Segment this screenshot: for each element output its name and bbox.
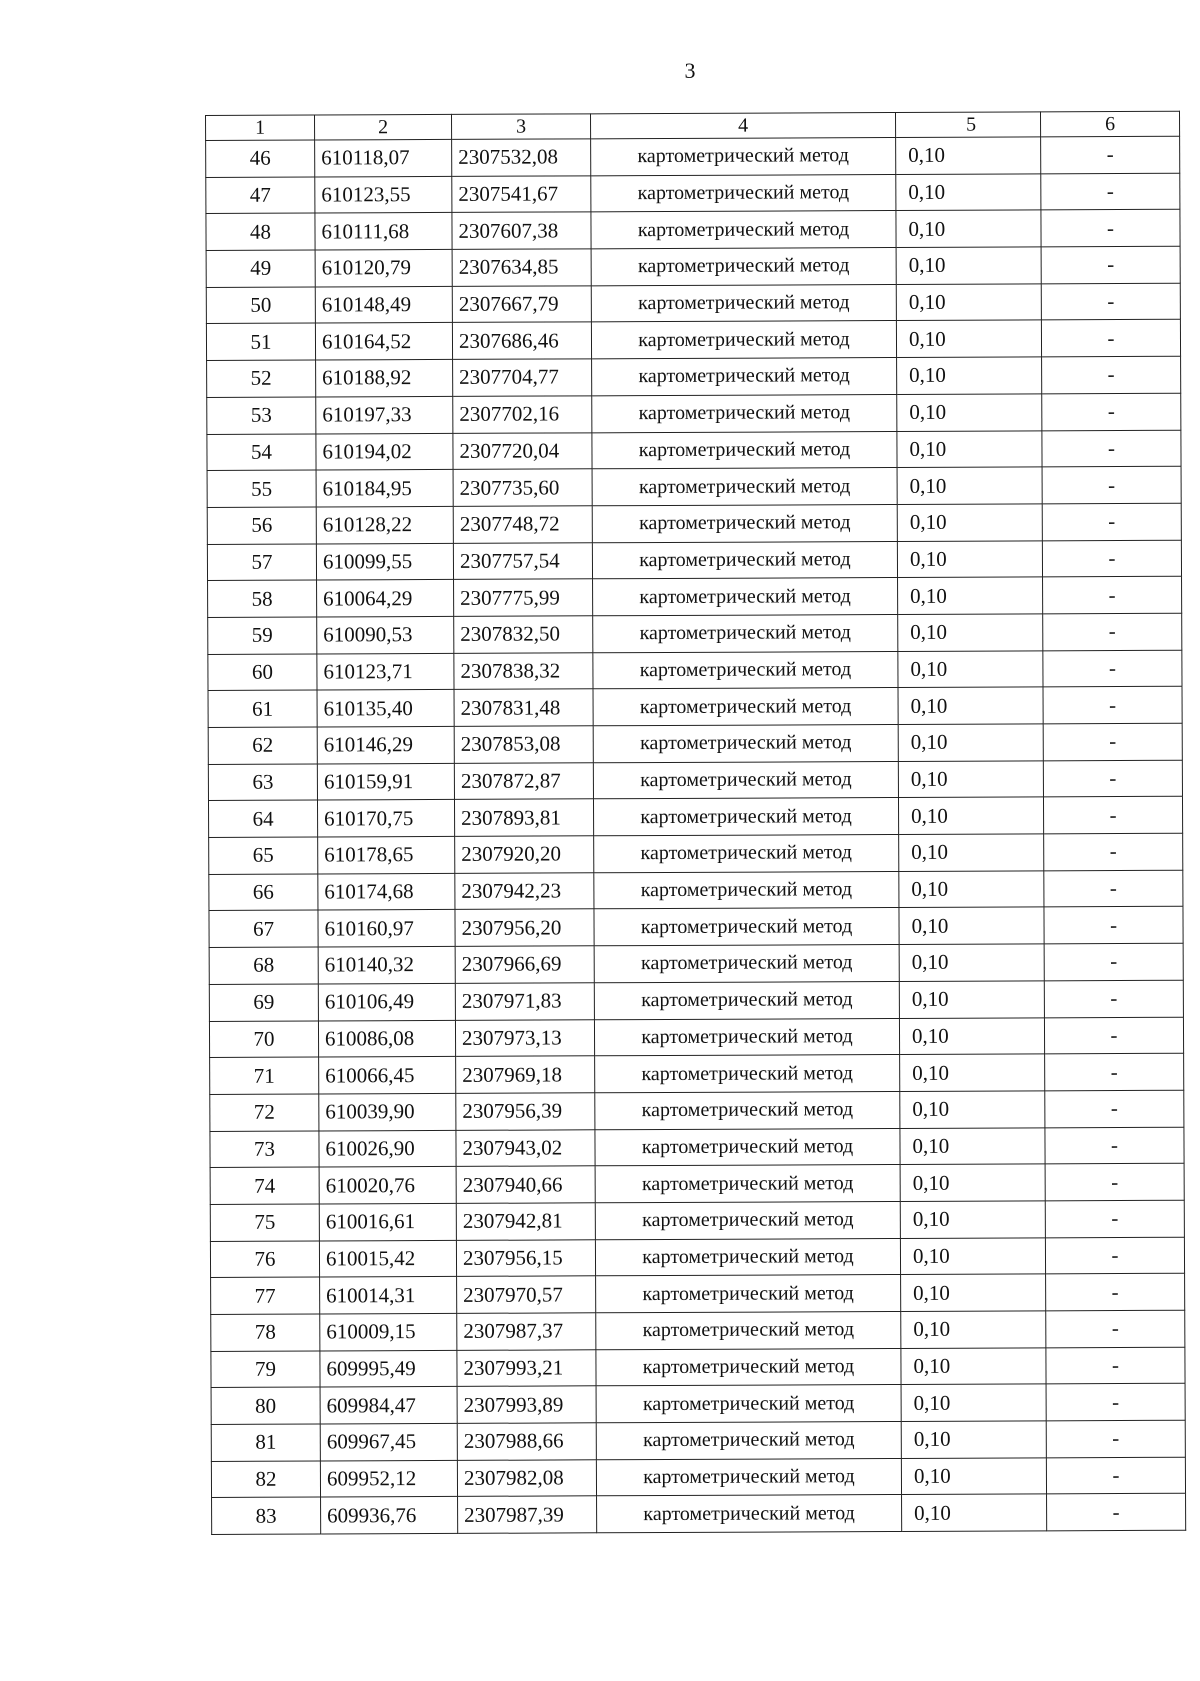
y-coordinate-cell: 2307775,99 bbox=[454, 579, 593, 616]
accuracy-cell: 0,10 bbox=[900, 1091, 1045, 1128]
point-number-cell: 73 bbox=[210, 1131, 319, 1168]
point-number-cell: 58 bbox=[208, 580, 317, 617]
table-row bbox=[211, 1310, 1185, 1351]
method-cell: картометрический метод bbox=[596, 1422, 901, 1460]
x-coordinate-cell: 610026,90 bbox=[319, 1130, 456, 1167]
accuracy-cell: 0,10 bbox=[896, 137, 1041, 174]
y-coordinate-cell: 2307988,66 bbox=[457, 1423, 596, 1460]
table-row bbox=[208, 723, 1182, 764]
table-row bbox=[208, 797, 1182, 838]
page-number: 3 bbox=[684, 58, 696, 83]
accuracy-cell: 0,10 bbox=[899, 871, 1044, 908]
method-cell: картометрический метод bbox=[591, 174, 896, 212]
accuracy-cell: 0,10 bbox=[901, 1311, 1046, 1348]
table-row bbox=[208, 760, 1182, 801]
method-cell: картометрический метод bbox=[591, 137, 896, 175]
table-row bbox=[207, 430, 1181, 471]
method-cell: картометрический метод bbox=[594, 945, 899, 983]
accuracy-cell: 0,10 bbox=[896, 284, 1041, 321]
point-number-cell: 81 bbox=[211, 1424, 320, 1461]
table-row bbox=[210, 1200, 1184, 1241]
table-row bbox=[211, 1457, 1185, 1498]
table-row bbox=[207, 503, 1181, 544]
description-cell: - bbox=[1046, 1310, 1185, 1347]
column-header-4: 4 bbox=[590, 112, 895, 138]
y-coordinate-cell: 2307993,89 bbox=[457, 1386, 596, 1423]
y-coordinate-cell: 2307704,77 bbox=[453, 359, 592, 396]
point-number-cell: 48 bbox=[206, 213, 315, 250]
method-cell: картометрический метод bbox=[592, 431, 897, 469]
point-number-cell: 77 bbox=[211, 1277, 320, 1314]
method-cell: картометрический метод bbox=[593, 614, 898, 652]
x-coordinate-cell: 610064,29 bbox=[317, 580, 454, 617]
x-coordinate-cell: 610118,07 bbox=[315, 139, 452, 176]
x-coordinate-cell: 610015,42 bbox=[319, 1240, 456, 1277]
x-coordinate-cell: 610090,53 bbox=[317, 616, 454, 653]
point-number-cell: 71 bbox=[210, 1057, 319, 1094]
x-coordinate-cell: 610086,08 bbox=[318, 1020, 455, 1057]
x-coordinate-cell: 610148,49 bbox=[315, 286, 452, 323]
table-row bbox=[208, 613, 1182, 654]
point-number-cell: 62 bbox=[208, 727, 317, 764]
method-cell: картометрический метод bbox=[592, 394, 897, 432]
x-coordinate-cell: 610120,79 bbox=[315, 249, 452, 286]
method-cell: картометрический метод bbox=[591, 211, 896, 249]
description-cell: - bbox=[1041, 246, 1180, 283]
method-cell: картометрический метод bbox=[591, 248, 896, 286]
accuracy-cell: 0,10 bbox=[899, 981, 1044, 1018]
x-coordinate-cell: 610135,40 bbox=[317, 690, 454, 727]
accuracy-cell: 0,10 bbox=[898, 614, 1043, 651]
point-number-cell: 69 bbox=[209, 984, 318, 1021]
table-row bbox=[211, 1384, 1185, 1425]
point-number-cell: 53 bbox=[207, 397, 316, 434]
table-row bbox=[210, 1090, 1184, 1131]
table-row bbox=[210, 1163, 1184, 1204]
accuracy-cell: 0,10 bbox=[897, 540, 1042, 577]
method-cell: картометрический метод bbox=[595, 1201, 900, 1239]
point-number-cell: 83 bbox=[212, 1497, 321, 1534]
description-cell: - bbox=[1044, 907, 1183, 944]
y-coordinate-cell: 2307982,08 bbox=[457, 1460, 596, 1497]
x-coordinate-cell: 610014,31 bbox=[320, 1277, 457, 1314]
x-coordinate-cell: 610194,02 bbox=[316, 433, 453, 470]
point-number-cell: 60 bbox=[208, 654, 317, 691]
accuracy-cell: 0,10 bbox=[896, 320, 1041, 357]
point-number-cell: 52 bbox=[207, 360, 316, 397]
y-coordinate-cell: 2307831,48 bbox=[454, 689, 593, 726]
x-coordinate-cell: 609967,45 bbox=[320, 1423, 457, 1460]
x-coordinate-cell: 610128,22 bbox=[316, 506, 453, 543]
table-row bbox=[206, 210, 1180, 251]
description-cell: - bbox=[1042, 356, 1181, 393]
accuracy-cell: 0,10 bbox=[897, 394, 1042, 431]
y-coordinate-cell: 2307973,13 bbox=[455, 1019, 594, 1056]
accuracy-cell: 0,10 bbox=[901, 1274, 1046, 1311]
table-row bbox=[211, 1347, 1185, 1388]
accuracy-cell: 0,10 bbox=[901, 1384, 1046, 1421]
table-row bbox=[211, 1420, 1185, 1461]
description-cell: - bbox=[1046, 1274, 1185, 1311]
y-coordinate-cell: 2307748,72 bbox=[453, 506, 592, 543]
point-number-cell: 50 bbox=[206, 287, 315, 324]
description-cell: - bbox=[1042, 466, 1181, 503]
description-cell: - bbox=[1043, 687, 1182, 724]
method-cell: картометрический метод bbox=[595, 1091, 900, 1129]
table-row bbox=[211, 1274, 1185, 1315]
table-row bbox=[209, 870, 1183, 911]
accuracy-cell: 0,10 bbox=[898, 577, 1043, 614]
description-cell: - bbox=[1045, 1163, 1184, 1200]
y-coordinate-cell: 2307971,83 bbox=[455, 983, 594, 1020]
point-number-cell: 80 bbox=[211, 1387, 320, 1424]
accuracy-cell: 0,10 bbox=[900, 1201, 1045, 1238]
method-cell: картометрический метод bbox=[594, 908, 899, 946]
table-row bbox=[207, 540, 1181, 581]
accuracy-cell: 0,10 bbox=[898, 797, 1043, 834]
accuracy-cell: 0,10 bbox=[896, 210, 1041, 247]
table-row bbox=[209, 980, 1183, 1021]
y-coordinate-cell: 2307634,85 bbox=[452, 249, 591, 286]
y-coordinate-cell: 2307920,20 bbox=[455, 836, 594, 873]
table-row bbox=[210, 1237, 1184, 1278]
accuracy-cell: 0,10 bbox=[899, 834, 1044, 871]
description-cell: - bbox=[1046, 1384, 1185, 1421]
point-number-cell: 51 bbox=[206, 323, 315, 360]
column-header-6: 6 bbox=[1040, 111, 1179, 137]
accuracy-cell: 0,10 bbox=[896, 247, 1041, 284]
table-row bbox=[208, 650, 1182, 691]
description-cell: - bbox=[1045, 1200, 1184, 1237]
accuracy-cell: 0,10 bbox=[898, 724, 1043, 761]
method-cell: картометрический метод bbox=[592, 358, 897, 396]
x-coordinate-cell: 610123,71 bbox=[317, 653, 454, 690]
column-header-2: 2 bbox=[315, 114, 452, 140]
point-number-cell: 49 bbox=[206, 250, 315, 287]
method-cell: картометрический метод bbox=[597, 1495, 902, 1533]
description-cell: - bbox=[1045, 1237, 1184, 1274]
point-number-cell: 74 bbox=[210, 1167, 319, 1204]
y-coordinate-cell: 2307720,04 bbox=[453, 432, 592, 469]
table-row bbox=[209, 943, 1183, 984]
accuracy-cell: 0,10 bbox=[900, 1164, 1045, 1201]
table-row bbox=[207, 393, 1181, 434]
description-cell: - bbox=[1045, 1053, 1184, 1090]
method-cell: картометрический метод bbox=[592, 504, 897, 542]
x-coordinate-cell: 610099,55 bbox=[316, 543, 453, 580]
description-cell: - bbox=[1041, 173, 1180, 210]
point-number-cell: 68 bbox=[209, 947, 318, 984]
y-coordinate-cell: 2307966,69 bbox=[455, 946, 594, 983]
point-number-cell: 54 bbox=[207, 434, 316, 471]
x-coordinate-cell: 610020,76 bbox=[319, 1167, 456, 1204]
description-cell: - bbox=[1043, 797, 1182, 834]
column-header-1: 1 bbox=[206, 115, 315, 140]
accuracy-cell: 0,10 bbox=[900, 1054, 1045, 1091]
method-cell: картометрический метод bbox=[595, 1128, 900, 1166]
x-coordinate-cell: 610197,33 bbox=[316, 396, 453, 433]
method-cell: картометрический метод bbox=[596, 1275, 901, 1313]
point-number-cell: 70 bbox=[209, 1021, 318, 1058]
point-number-cell: 82 bbox=[211, 1461, 320, 1498]
y-coordinate-cell: 2307969,18 bbox=[456, 1056, 595, 1093]
point-number-cell: 64 bbox=[208, 800, 317, 837]
table-row bbox=[206, 320, 1180, 361]
accuracy-cell: 0,10 bbox=[897, 430, 1042, 467]
y-coordinate-cell: 2307702,16 bbox=[453, 396, 592, 433]
table-row bbox=[208, 687, 1182, 728]
point-number-cell: 72 bbox=[210, 1094, 319, 1131]
y-coordinate-cell: 2307956,20 bbox=[455, 909, 594, 946]
point-number-cell: 75 bbox=[210, 1204, 319, 1241]
description-cell: - bbox=[1041, 210, 1180, 247]
table-row bbox=[206, 136, 1180, 177]
accuracy-cell: 0,10 bbox=[899, 944, 1044, 981]
point-number-cell: 65 bbox=[209, 837, 318, 874]
x-coordinate-cell: 610184,95 bbox=[316, 470, 453, 507]
description-cell: - bbox=[1045, 1127, 1184, 1164]
y-coordinate-cell: 2307541,67 bbox=[452, 176, 591, 213]
y-coordinate-cell: 2307987,39 bbox=[458, 1496, 597, 1533]
table-row bbox=[206, 283, 1180, 324]
accuracy-cell: 0,10 bbox=[898, 761, 1043, 798]
x-coordinate-cell: 610188,92 bbox=[316, 360, 453, 397]
method-cell: картометрический метод bbox=[593, 724, 898, 762]
x-coordinate-cell: 609984,47 bbox=[320, 1387, 457, 1424]
y-coordinate-cell: 2307532,08 bbox=[452, 139, 591, 176]
point-number-cell: 67 bbox=[209, 910, 318, 947]
table-row bbox=[210, 1053, 1184, 1094]
table-row bbox=[210, 1127, 1184, 1168]
method-cell: картометрический метод bbox=[596, 1458, 901, 1496]
accuracy-cell: 0,10 bbox=[902, 1494, 1047, 1531]
description-cell: - bbox=[1042, 503, 1181, 540]
description-cell: - bbox=[1043, 760, 1182, 797]
description-cell: - bbox=[1046, 1347, 1185, 1384]
x-coordinate-cell: 610106,49 bbox=[318, 983, 455, 1020]
description-cell: - bbox=[1042, 430, 1181, 467]
point-number-cell: 47 bbox=[206, 177, 315, 214]
accuracy-cell: 0,10 bbox=[899, 1017, 1044, 1054]
method-cell: картометрический метод bbox=[594, 871, 899, 909]
method-cell: картометрический метод bbox=[595, 1055, 900, 1093]
accuracy-cell: 0,10 bbox=[900, 1127, 1045, 1164]
x-coordinate-cell: 609936,76 bbox=[321, 1497, 458, 1534]
y-coordinate-cell: 2307667,79 bbox=[452, 286, 591, 323]
description-cell: - bbox=[1043, 723, 1182, 760]
accuracy-cell: 0,10 bbox=[899, 907, 1044, 944]
x-coordinate-cell: 610164,52 bbox=[315, 323, 452, 360]
accuracy-cell: 0,10 bbox=[896, 174, 1041, 211]
table-row bbox=[208, 576, 1182, 617]
description-cell: - bbox=[1042, 540, 1181, 577]
y-coordinate-cell: 2307735,60 bbox=[453, 469, 592, 506]
y-coordinate-cell: 2307757,54 bbox=[453, 542, 592, 579]
table-row bbox=[209, 833, 1183, 874]
description-cell: - bbox=[1047, 1494, 1186, 1531]
description-cell: - bbox=[1043, 650, 1182, 687]
method-cell: картометрический метод bbox=[594, 981, 899, 1019]
method-cell: картометрический метод bbox=[593, 578, 898, 616]
y-coordinate-cell: 2307942,23 bbox=[455, 873, 594, 910]
accuracy-cell: 0,10 bbox=[897, 467, 1042, 504]
method-cell: картометрический метод bbox=[595, 1165, 900, 1203]
method-cell: картометрический метод bbox=[591, 284, 896, 322]
description-cell: - bbox=[1041, 283, 1180, 320]
description-cell: - bbox=[1045, 1090, 1184, 1127]
method-cell: картометрический метод bbox=[592, 541, 897, 579]
point-number-cell: 56 bbox=[207, 507, 316, 544]
x-coordinate-cell: 610009,15 bbox=[320, 1313, 457, 1350]
method-cell: картометрический метод bbox=[591, 321, 896, 359]
x-coordinate-cell: 610066,45 bbox=[319, 1057, 456, 1094]
description-cell: - bbox=[1044, 1017, 1183, 1054]
x-coordinate-cell: 609952,12 bbox=[320, 1460, 457, 1497]
table-row bbox=[206, 246, 1180, 287]
method-cell: картометрический метод bbox=[594, 835, 899, 873]
method-cell: картометрический метод bbox=[592, 468, 897, 506]
point-number-cell: 59 bbox=[208, 617, 317, 654]
method-cell: картометрический метод bbox=[596, 1348, 901, 1386]
y-coordinate-cell: 2307893,81 bbox=[454, 799, 593, 836]
x-coordinate-cell: 610159,91 bbox=[317, 763, 454, 800]
x-coordinate-cell: 610178,65 bbox=[318, 836, 455, 873]
method-cell: картометрический метод bbox=[593, 688, 898, 726]
table-row bbox=[206, 173, 1180, 214]
accuracy-cell: 0,10 bbox=[898, 687, 1043, 724]
table-row bbox=[207, 466, 1181, 507]
point-number-cell: 46 bbox=[206, 140, 315, 177]
table-row bbox=[207, 356, 1181, 397]
x-coordinate-cell: 610160,97 bbox=[318, 910, 455, 947]
table-row bbox=[209, 907, 1183, 948]
y-coordinate-cell: 2307956,39 bbox=[456, 1093, 595, 1130]
point-number-cell: 66 bbox=[209, 874, 318, 911]
x-coordinate-cell: 609995,49 bbox=[320, 1350, 457, 1387]
x-coordinate-cell: 610123,55 bbox=[315, 176, 452, 213]
description-cell: - bbox=[1041, 136, 1180, 173]
description-cell: - bbox=[1041, 320, 1180, 357]
y-coordinate-cell: 2307993,21 bbox=[457, 1349, 596, 1386]
point-number-cell: 63 bbox=[208, 764, 317, 801]
y-coordinate-cell: 2307987,37 bbox=[457, 1313, 596, 1350]
method-cell: картометрический метод bbox=[593, 761, 898, 799]
x-coordinate-cell: 610174,68 bbox=[318, 873, 455, 910]
method-cell: картометрический метод bbox=[593, 798, 898, 836]
description-cell: - bbox=[1044, 870, 1183, 907]
y-coordinate-cell: 2307832,50 bbox=[454, 616, 593, 653]
y-coordinate-cell: 2307940,66 bbox=[456, 1166, 595, 1203]
description-cell: - bbox=[1044, 980, 1183, 1017]
x-coordinate-cell: 610016,61 bbox=[319, 1203, 456, 1240]
point-number-cell: 57 bbox=[207, 544, 316, 581]
column-header-5: 5 bbox=[895, 112, 1040, 138]
accuracy-cell: 0,10 bbox=[897, 357, 1042, 394]
method-cell: картометрический метод bbox=[596, 1385, 901, 1423]
y-coordinate-cell: 2307970,57 bbox=[457, 1276, 596, 1313]
description-cell: - bbox=[1042, 393, 1181, 430]
point-number-cell: 61 bbox=[208, 690, 317, 727]
y-coordinate-cell: 2307872,87 bbox=[454, 762, 593, 799]
x-coordinate-cell: 610146,29 bbox=[317, 726, 454, 763]
point-number-cell: 55 bbox=[207, 470, 316, 507]
y-coordinate-cell: 2307942,81 bbox=[456, 1203, 595, 1240]
accuracy-cell: 0,10 bbox=[901, 1348, 1046, 1385]
y-coordinate-cell: 2307607,38 bbox=[452, 212, 591, 249]
accuracy-cell: 0,10 bbox=[898, 650, 1043, 687]
description-cell: - bbox=[1046, 1420, 1185, 1457]
point-number-cell: 76 bbox=[210, 1241, 319, 1278]
point-number-cell: 79 bbox=[211, 1351, 320, 1388]
description-cell: - bbox=[1044, 833, 1183, 870]
y-coordinate-cell: 2307838,32 bbox=[454, 652, 593, 689]
accuracy-cell: 0,10 bbox=[900, 1237, 1045, 1274]
description-cell: - bbox=[1046, 1457, 1185, 1494]
y-coordinate-cell: 2307853,08 bbox=[454, 726, 593, 763]
description-cell: - bbox=[1043, 576, 1182, 613]
table-row bbox=[209, 1017, 1183, 1058]
x-coordinate-cell: 610111,68 bbox=[315, 213, 452, 250]
method-cell: картометрический метод bbox=[595, 1238, 900, 1276]
point-number-cell: 78 bbox=[211, 1314, 320, 1351]
method-cell: картометрический метод bbox=[594, 1018, 899, 1056]
x-coordinate-cell: 610170,75 bbox=[317, 800, 454, 837]
coordinates-table bbox=[205, 111, 1186, 1535]
description-cell: - bbox=[1043, 613, 1182, 650]
description-cell: - bbox=[1044, 943, 1183, 980]
x-coordinate-cell: 610140,32 bbox=[318, 947, 455, 984]
y-coordinate-cell: 2307956,15 bbox=[456, 1239, 595, 1276]
y-coordinate-cell: 2307686,46 bbox=[452, 322, 591, 359]
accuracy-cell: 0,10 bbox=[897, 504, 1042, 541]
method-cell: картометрический метод bbox=[596, 1311, 901, 1349]
table-row bbox=[212, 1494, 1186, 1535]
accuracy-cell: 0,10 bbox=[901, 1421, 1046, 1458]
column-header-3: 3 bbox=[451, 114, 590, 140]
accuracy-cell: 0,10 bbox=[901, 1458, 1046, 1495]
table-body bbox=[206, 136, 1186, 1534]
method-cell: картометрический метод bbox=[593, 651, 898, 689]
x-coordinate-cell: 610039,90 bbox=[319, 1093, 456, 1130]
y-coordinate-cell: 2307943,02 bbox=[456, 1129, 595, 1166]
